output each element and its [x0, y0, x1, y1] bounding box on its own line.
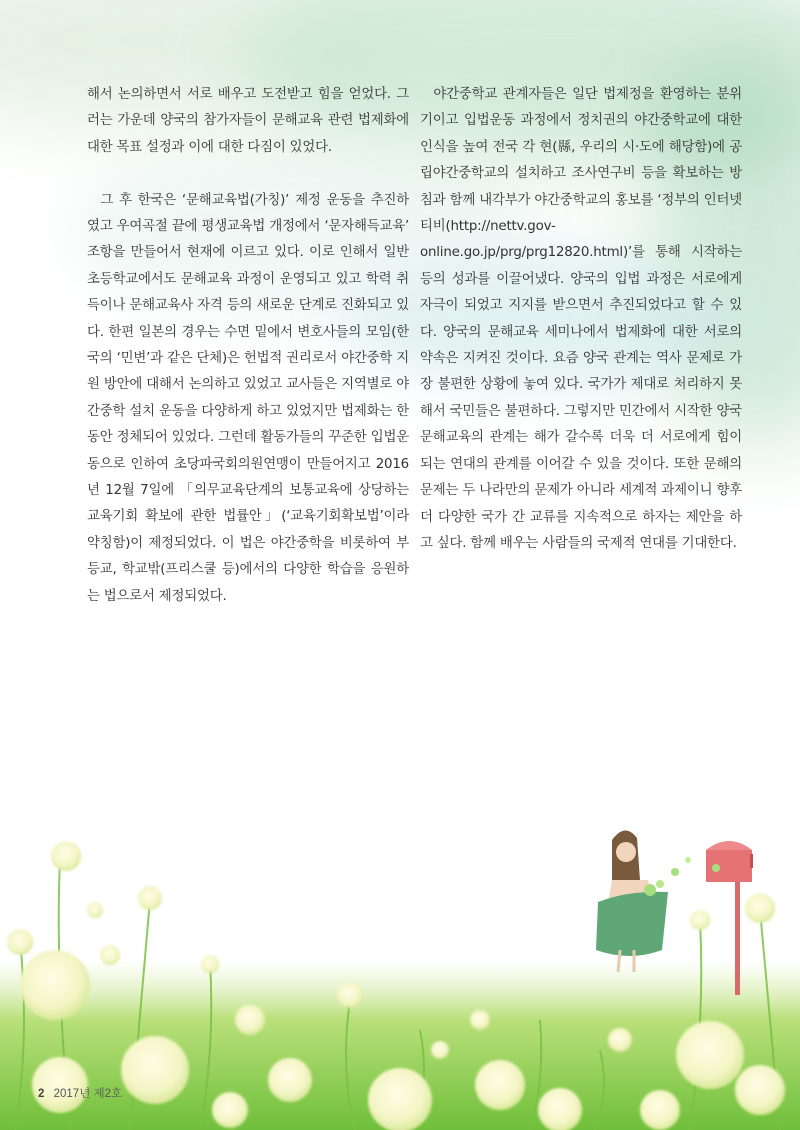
page-footer	[38, 1085, 122, 1101]
article-left-column	[87, 82, 409, 610]
page-number: 2	[38, 1088, 45, 1100]
paragraph: 해서 논의하면서 서로 배우고 도전받고 힘을 얻었다. 그러는 가운데 양국의 참가자들이 문해교육 관련 법제화에 대한 목표 설정과 이에 대한 다짐이 있었다.	[87, 87, 409, 155]
meadow-illustration	[0, 820, 800, 1130]
article-right-column	[420, 82, 742, 557]
paragraph: 야간중학교 관계자들은 일단 법제정을 환영하는 분위기이고 입법운동 과정에서 정치권의 야간중학교에 대한 인식을 높여 전국 각 현(縣, 우리의 시·도에 해당함)에 공립야간중학교의 설치하고 조사연구비 등을 확보하는 방침과 함께 내각부가 야간중학교의 홍보를 ‘정부의 인터넷티비(http://nettv.gov-online.go.jp/prg/prg12820.html)’를 통해 시작하는 등의 성과를 이끌어냈다. 양국의 입법 과정은 서로에게 자극이 되었고 지지를 받으면서 추진되었다고 할 수 있다. 양국의 문해교육 세미나에서 법제화에 대한 서로의 약속은 지켜진 것이다. 요즘 양국 관계는 역사 문제로 가장 불편한 상황에 놓여 있다. 국가가 제대로 처리하지 못해서 국민들은 불편하다. 그렇지만 민간에서 시작한 양국 문해교육의 관계는 해가 갈수록 더욱 더 서로에게 힘이 되는 연대의 관계를 이어갈 수 있을 것이다. 또한 문해의 문제는 두 나라만의 문제가 아니라 세계적 과제이니 향후 더 다양한 국가 간 교류를 지속적으로 하자는 제안을 하고 싶다. 함께 배우는 사람들의 국제적 연대를 기대한다.	[420, 87, 742, 551]
girl-figure	[596, 830, 691, 972]
paragraph: 그 후 한국은 ‘문해교육법(가칭)’ 제정 운동을 추진하였고 우여곡절 끝에 평생교육법 개정에서 ‘문자해득교육’ 조항을 만들어서 현재에 이르고 있다. 이로 인해서 일반 초등학교에서도 문해교육 과정이 운영되고 있고 학력 취득이나 문해교육사 자격 등의 새로운 단계로 진화되고 있다. 한편 일본의 경우는 수면 밑에서 변호사들의 모임(한국의 ‘민변’과 같은 단체)은 헌법적 권리로서 야간중학 지원 방안에 대해서 논의하고 있었고 교사들은 지역별로 야간중학 설치 운동을 다양하게 하고 있었지만 법제화는 한동안 정체되어 있었다. 그런데 활동가들의 꾸준한 입법운동으로 인하여 초당파국회의원연맹이 만들어지고 2016년 12월 7일에 「의무교육단계의 보통교육에 상당하는 교육기회 확보에 관한 법률안」(‘교육기회확보법’이라 약칭함)이 제정되었다. 이 법은 야간중학을 비롯하여 부등교, 학교밖(프리스쿨 등)에서의 다양한 학습을 응원하는 법으로서 제정되었다.	[87, 192, 409, 604]
issue-label: 2017년 제2호	[53, 1088, 123, 1100]
